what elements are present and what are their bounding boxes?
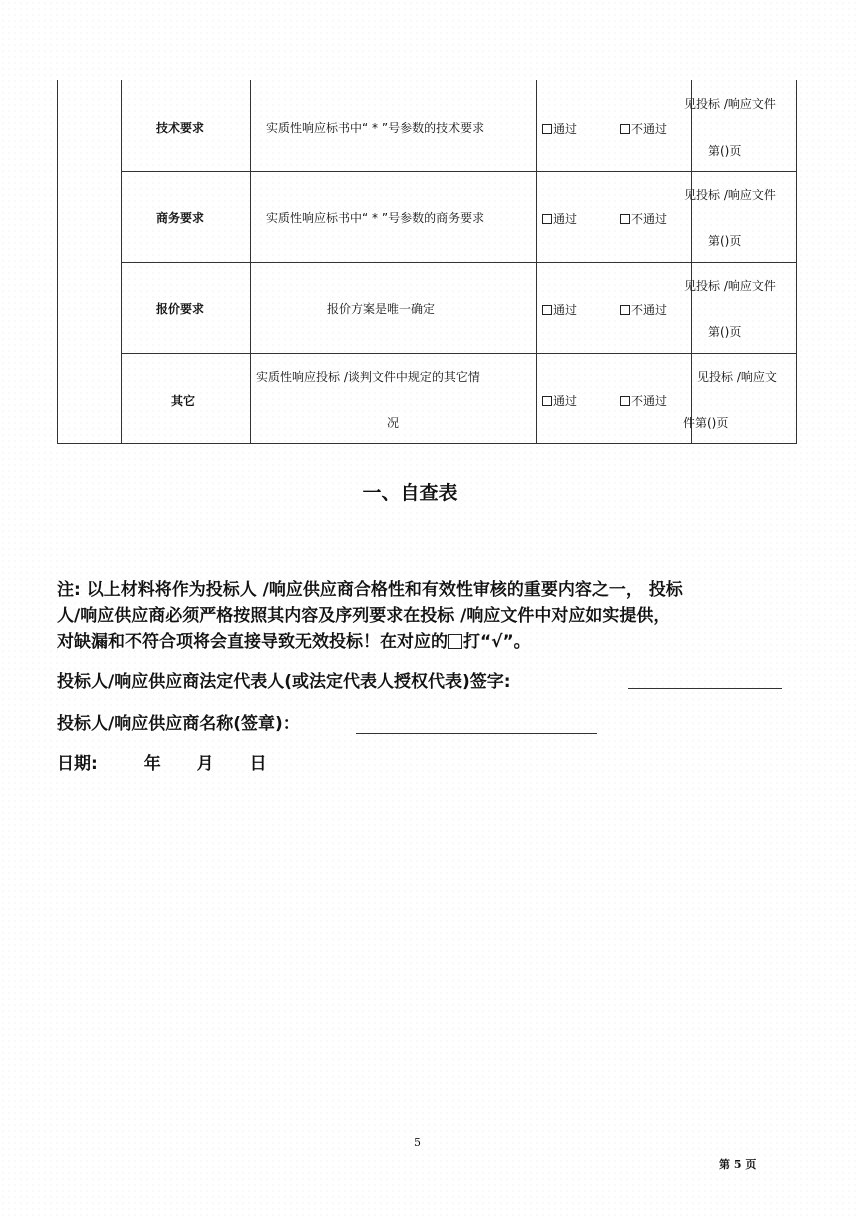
- row-divider: [121, 353, 797, 354]
- page-reference: 第()页: [708, 234, 742, 248]
- row-divider: [121, 171, 797, 172]
- day-label: 日: [249, 754, 267, 774]
- year-label: 年: [143, 754, 161, 774]
- note-line-2: 人/响应供应商必须严格按照其内容及序列要求在投标 /响应文件中对应如实提供，: [57, 606, 671, 626]
- page-number: 5: [414, 1136, 421, 1149]
- checkbox-icon[interactable]: [542, 396, 552, 406]
- row-requirement: 实质性响应投标 /谈判文件中规定的其它情: [256, 370, 480, 384]
- document-reference: 见投标 /响应文件: [684, 279, 776, 293]
- row-item-name: 商务要求: [156, 211, 205, 225]
- note-line-1: 注: 以上材料将作为投标人 /响应供应商合格性和有效性审核的重要内容之一， 投标: [57, 580, 683, 600]
- month-label: 月: [196, 754, 214, 774]
- pass-option[interactable]: 通过: [542, 394, 577, 408]
- row-requirement-continued: 况: [387, 416, 400, 430]
- checkbox-icon[interactable]: [542, 305, 552, 315]
- checkbox-icon[interactable]: [620, 396, 630, 406]
- fail-option[interactable]: 不通过: [620, 212, 667, 226]
- fail-option[interactable]: 不通过: [620, 394, 667, 408]
- page-reference: 件第()页: [683, 416, 729, 430]
- signature-label: 投标人/响应供应商法定代表人(或法定代表人授权代表)签字:: [57, 672, 511, 692]
- checkbox-icon[interactable]: [542, 214, 552, 224]
- row-item-name: 其它: [171, 394, 196, 408]
- row-requirement: 实质性响应标书中“ * ”号参数的技术要求: [266, 121, 485, 135]
- company-name-label: 投标人/响应供应商名称(签章)：: [57, 714, 300, 734]
- checkbox-icon[interactable]: [620, 124, 630, 134]
- evaluation-table: [57, 80, 797, 444]
- row-item-name: 报价要求: [156, 302, 205, 316]
- checkbox-icon[interactable]: [620, 214, 630, 224]
- document-reference: 见投标 /响应文件: [684, 97, 776, 111]
- page-reference: 第()页: [708, 325, 742, 339]
- signature-field[interactable]: [628, 688, 782, 689]
- checkbox-icon: [448, 634, 462, 649]
- date-label: 日期:: [57, 754, 98, 774]
- fail-option[interactable]: 不通过: [620, 303, 667, 317]
- row-item-name: 技术要求: [156, 121, 205, 135]
- pass-option[interactable]: 通过: [542, 212, 577, 226]
- document-reference: 见投标 /响应文: [697, 370, 777, 384]
- note-line-3: 对缺漏和不符合项将会直接导致无效投标！在对应的 打“√”。: [57, 632, 531, 652]
- date-row: [57, 754, 267, 774]
- section-title: 一、自查表: [362, 482, 458, 504]
- row-requirement: 实质性响应标书中“ * ”号参数的商务要求: [266, 211, 485, 225]
- row-requirement: 报价方案是唯一确定: [327, 302, 436, 316]
- pass-option[interactable]: 通过: [542, 303, 577, 317]
- page-footer: 第 5 页: [719, 1158, 757, 1171]
- page-reference: 第()页: [708, 144, 742, 158]
- checkbox-icon[interactable]: [620, 305, 630, 315]
- pass-option[interactable]: 通过: [542, 122, 577, 136]
- fail-option[interactable]: 不通过: [620, 122, 667, 136]
- company-name-field[interactable]: [356, 733, 597, 734]
- document-reference: 见投标 /响应文件: [684, 188, 776, 202]
- checkbox-icon[interactable]: [542, 124, 552, 134]
- row-divider: [121, 262, 797, 263]
